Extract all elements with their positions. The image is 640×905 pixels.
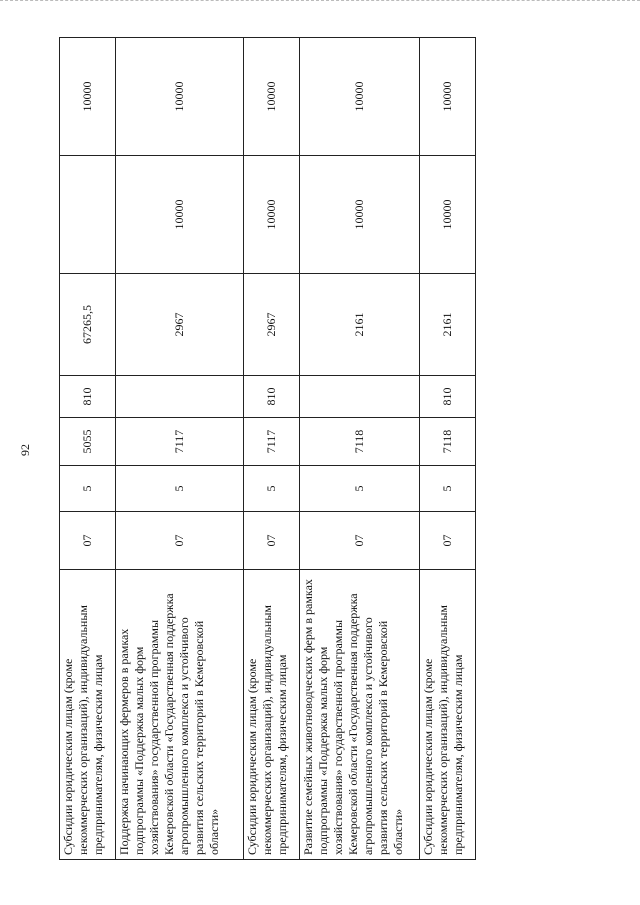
amount-year-2: 10000: [300, 156, 420, 274]
amount-year-1: 67265,5: [60, 274, 116, 376]
section-code: 07: [60, 512, 116, 570]
expense-type-code: 810: [420, 376, 476, 418]
expense-type-code: [116, 376, 244, 418]
row-description: Субсидии юридическим лицам (кроме некоммерческих организаций), индивидуальным предпринимателям, физическим лицам: [60, 570, 116, 860]
table-row: [60, 38, 116, 860]
row-description: Развитие семейных животноводческих ферм в рамках подпрограммы «Поддержка малых форм хозяйствования» государственной программы Кемеровской области «Государственная поддержка агропромышленного комплекса и устойчивого развития сельских территорий в Кемеровской области»: [300, 570, 420, 860]
section-code: 07: [420, 512, 476, 570]
amount-year-2: 10000: [244, 156, 300, 274]
subsection-code: 5: [244, 466, 300, 512]
amount-year-1: 2161: [300, 274, 420, 376]
amount-year-2: 10000: [116, 156, 244, 274]
target-article-code: 7118: [300, 418, 420, 466]
amount-year-1: 2967: [244, 274, 300, 376]
subsection-code: 5: [300, 466, 420, 512]
amount-year-1: 2161: [420, 274, 476, 376]
amount-year-3: 10000: [420, 38, 476, 156]
amount-year-1: 2967: [116, 274, 244, 376]
amount-year-2: [60, 156, 116, 274]
amount-year-3: 10000: [116, 38, 244, 156]
expense-type-code: [300, 376, 420, 418]
amount-year-3: 10000: [244, 38, 300, 156]
section-code: 07: [116, 512, 244, 570]
target-article-code: 5055: [60, 418, 116, 466]
expense-type-code: 810: [244, 376, 300, 418]
budget-table: [59, 37, 476, 860]
row-description: Субсидии юридическим лицам (кроме некоммерческих организаций), индивидуальным предпринимателям, физическим лицам: [244, 570, 300, 860]
amount-year-2: 10000: [420, 156, 476, 274]
amount-year-3: 10000: [60, 38, 116, 156]
subsection-code: 5: [420, 466, 476, 512]
expense-type-code: 810: [60, 376, 116, 418]
rotated-budget-table: [59, 38, 475, 860]
table-row: [300, 38, 420, 860]
target-article-code: 7118: [420, 418, 476, 466]
section-code: 07: [244, 512, 300, 570]
target-article-code: 7117: [116, 418, 244, 466]
row-description: Субсидии юридическим лицам (кроме некоммерческих организаций), индивидуальным предпринимателям, физическим лицам: [420, 570, 476, 860]
subsection-code: 5: [116, 466, 244, 512]
row-description: Поддержка начинающих фермеров в рамках подпрограммы «Поддержка малых форм хозяйствования» государственной программы Кемеровской области «Государственная поддержка агропромышленного комплекса и устойчивого развития сельских территорий в Кемеровской области»: [116, 570, 244, 860]
target-article-code: 7117: [244, 418, 300, 466]
table-row: [244, 38, 300, 860]
section-code: 07: [300, 512, 420, 570]
page-number: 92: [18, 444, 32, 456]
scan-top-edge: [0, 0, 640, 1]
table-row: [420, 38, 476, 860]
amount-year-3: 10000: [300, 38, 420, 156]
subsection-code: 5: [60, 466, 116, 512]
table-row: [116, 38, 244, 860]
